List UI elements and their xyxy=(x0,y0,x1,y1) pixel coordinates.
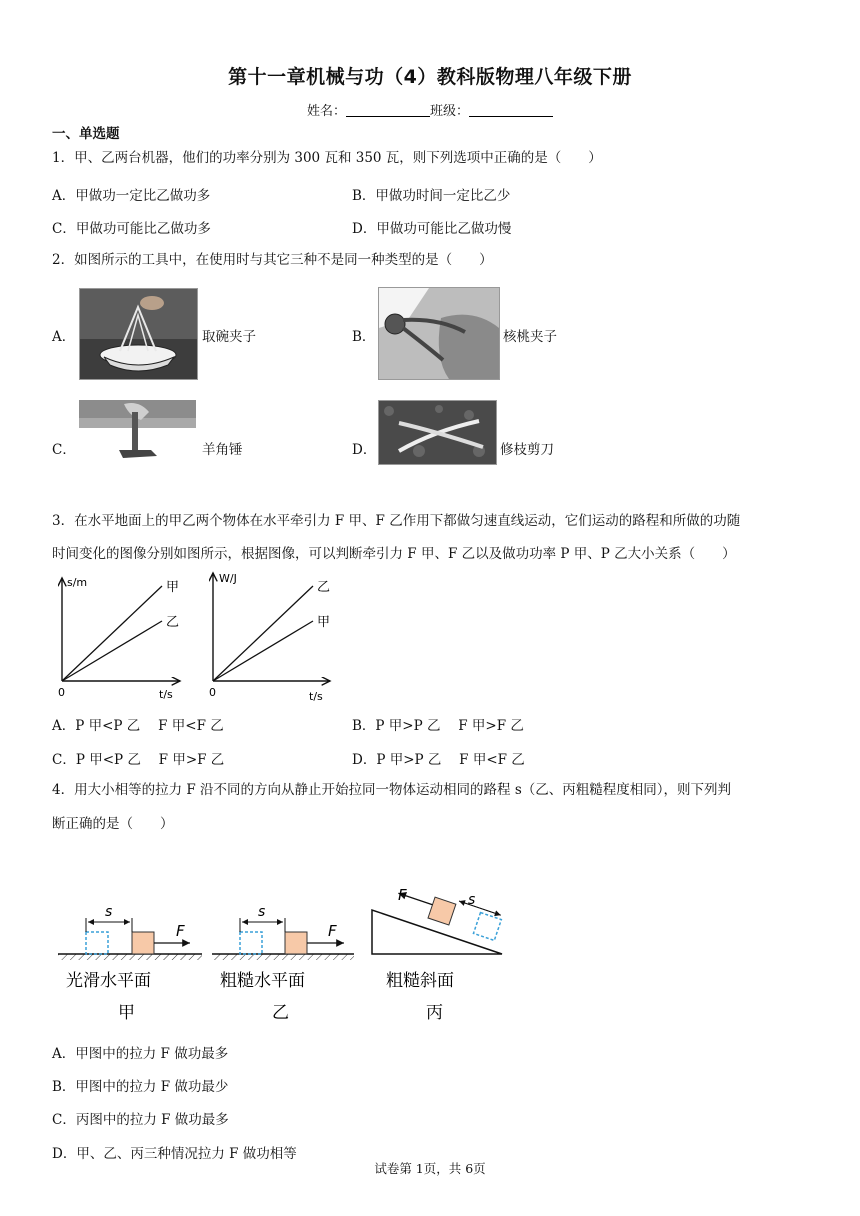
panel-yi xyxy=(212,904,354,1023)
q1-option-c: C．甲做功可能比乙做功多 xyxy=(52,221,211,237)
q3-option-a: A．P 甲<P 乙 F 甲<F 乙 xyxy=(52,718,224,734)
nutcracker-image xyxy=(378,287,500,380)
q2-letter-b: B． xyxy=(352,329,376,345)
q1-option-a: A．甲做功一定比乙做功多 xyxy=(52,188,211,204)
start-position-box xyxy=(240,932,262,954)
distance-label: s xyxy=(468,892,476,908)
q2-stem: 2．如图所示的工具中，在使用时与其它三种不是同一种类型的是（ ） xyxy=(52,252,493,268)
chart1-series-line-0 xyxy=(213,586,313,681)
page-footer: 试卷第 1页，共 6页 xyxy=(374,1161,486,1176)
class-label: 班级： xyxy=(430,104,470,119)
q3-option-d: D．P 甲>P 乙 F 甲<F 乙 xyxy=(352,752,525,768)
q3-graphs xyxy=(45,568,345,706)
q3-stem-line2: 时间变化的图像分别如图所示，根据图像，可以判断牵引力 F 甲、F 乙以及做功功率 P 甲、P 乙大小关系（ ） xyxy=(52,546,736,562)
chart1-x-label: t/s xyxy=(309,690,323,703)
work-time-chart xyxy=(209,572,330,703)
chart0-series-label-1: 乙 xyxy=(166,615,180,630)
q4-option-d: D．甲、乙、丙三种情况拉力 F 做功相等 xyxy=(52,1146,297,1162)
pruning-shears-image xyxy=(378,400,497,465)
surface-label-yi: 粗糙水平面 xyxy=(220,971,305,991)
q3-option-b: B．P 甲>P 乙 F 甲>F 乙 xyxy=(352,718,524,734)
q4-stem-line1: 4．用大小相等的拉力 F 沿不同的方向从静止开始拉同一物体运动相同的路程 s（乙、丙粗糙程度相同），则下列判 xyxy=(52,782,732,798)
chart0-series-line-1 xyxy=(62,621,162,681)
start-position-box xyxy=(86,932,108,954)
q2-label-a: 取碗夹子 xyxy=(202,329,256,345)
claw-hammer-image xyxy=(79,400,196,463)
block xyxy=(285,932,307,954)
q4-option-b: B．甲图中的拉力 F 做功最少 xyxy=(52,1079,229,1095)
exam-title: 第十一章机械与功（4）教科版物理八年级下册 xyxy=(228,66,632,88)
chart1-series-line-1 xyxy=(213,621,313,681)
q1-option-b: B．甲做功时间一定比乙少 xyxy=(352,188,511,204)
name-class-line xyxy=(0,100,860,119)
force-label: F xyxy=(398,886,407,904)
start-position-box xyxy=(473,913,501,941)
chart0-origin: 0 xyxy=(58,686,65,699)
q4-option-a: A．甲图中的拉力 F 做功最多 xyxy=(52,1046,229,1062)
q1-option-d: D．甲做功可能比乙做功慢 xyxy=(352,221,512,237)
bowl-clamp-image xyxy=(79,288,198,380)
block xyxy=(132,932,154,954)
distance-label: s xyxy=(258,904,266,920)
chart1-series-label-0: 乙 xyxy=(317,580,331,595)
surface-label-jia: 光滑水平面 xyxy=(66,971,151,991)
q1-stem: 1．甲、乙两台机器，他们的功率分别为 300 瓦和 350 瓦，则下列选项中正确的是（ ） xyxy=(52,150,602,166)
q2-label-d: 修枝剪刀 xyxy=(500,442,554,458)
section-title: 一、单选题 xyxy=(52,126,120,142)
chart1-series-label-1: 甲 xyxy=(317,615,331,630)
distance-time-chart xyxy=(58,576,180,701)
q2-letter-d: D． xyxy=(352,442,377,458)
panel-name-jia: 甲 xyxy=(118,1003,135,1023)
chart0-series-label-0: 甲 xyxy=(166,580,180,595)
name-blank[interactable] xyxy=(346,104,430,117)
q2-label-b: 核桃夹子 xyxy=(503,329,557,345)
panel-bing xyxy=(372,882,503,1023)
surface-label-bing: 粗糙斜面 xyxy=(386,971,454,991)
q2-label-c: 羊角锤 xyxy=(202,442,243,458)
force-label: F xyxy=(328,922,337,940)
chart0-x-label: t/s xyxy=(159,688,173,701)
panel-name-bing: 丙 xyxy=(426,1003,443,1023)
chart0-series-line-0 xyxy=(62,586,162,681)
q2-letter-a: A． xyxy=(52,329,76,345)
q2-letter-c: C． xyxy=(52,442,76,458)
chart0-y-label: s/m xyxy=(67,576,88,589)
panel-name-yi: 乙 xyxy=(272,1003,289,1023)
q4-figure xyxy=(50,878,520,1028)
q3-stem-line1: 3．在水平地面上的甲乙两个物体在水平牵引力 F 甲、F 乙作用下都做匀速直线运动，它们运动的路程和所做的功随 xyxy=(52,513,741,529)
block xyxy=(428,897,456,925)
chart1-origin: 0 xyxy=(209,686,216,699)
distance-label: s xyxy=(105,904,113,920)
name-label: 姓名： xyxy=(306,104,346,119)
panel-jia xyxy=(58,904,202,1023)
class-blank[interactable] xyxy=(469,104,553,117)
q4-option-c: C．丙图中的拉力 F 做功最多 xyxy=(52,1112,229,1128)
force-label: F xyxy=(176,922,185,940)
q4-stem-line2: 断正确的是（ ） xyxy=(52,816,174,832)
q3-option-c: C．P 甲<P 乙 F 甲>F 乙 xyxy=(52,752,225,768)
chart1-y-label: W/J xyxy=(219,572,237,585)
